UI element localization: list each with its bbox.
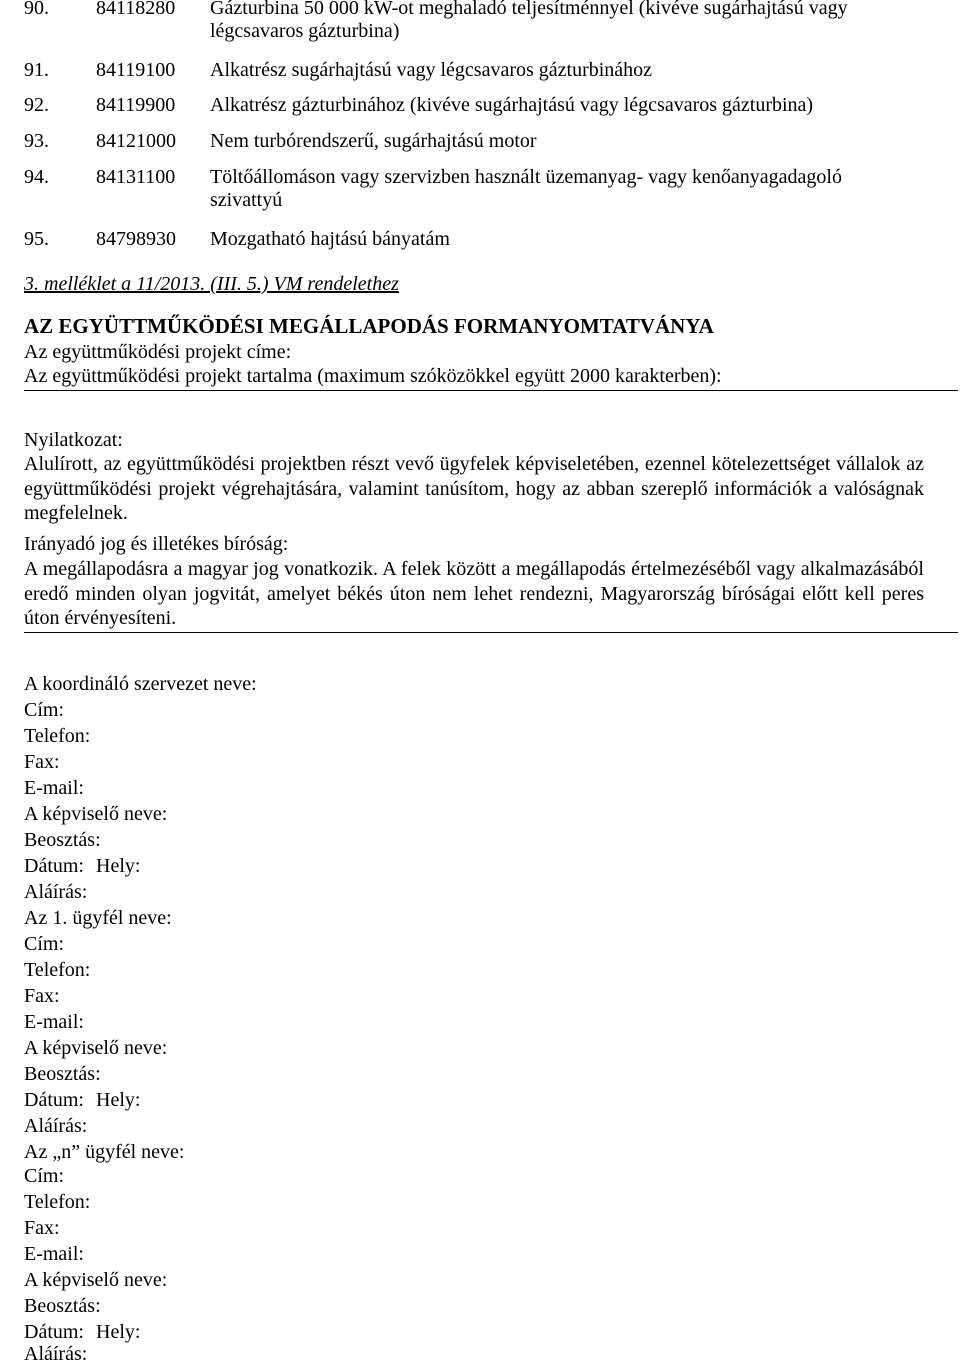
form-title: AZ EGYÜTTMŰKÖDÉSI MEGÁLLAPODÁS FORMANYOMTATVÁNYA — [24, 314, 714, 338]
list-item-number: 93. — [24, 130, 49, 152]
address-label: Cím: — [24, 933, 65, 955]
address-label: Cím: — [24, 1165, 65, 1187]
party-name-label: Az „n” ügyfél neve: — [24, 1141, 185, 1163]
place-label: Hely: — [96, 855, 141, 877]
jurisdiction-heading: Irányadó jog és illetékes bíróság: — [24, 533, 289, 555]
list-item-text: Alkatrész gázturbinához (kivéve sugárhajtású vagy légcsavaros gázturbina) — [210, 94, 814, 116]
phone-label: Telefon: — [24, 725, 91, 747]
fax-label: Fax: — [24, 1217, 60, 1239]
party-name-label: Az 1. ügyfél neve: — [24, 907, 172, 929]
party-name-label: A koordináló szervezet neve: — [24, 673, 257, 695]
declaration-heading: Nyilatkozat: — [24, 429, 123, 451]
phone-label: Telefon: — [24, 1191, 91, 1213]
list-item — [24, 228, 910, 251]
list-item-number: 90. — [24, 0, 49, 19]
list-item-number: 94. — [24, 166, 49, 188]
list-item-code: 84118280 — [96, 0, 176, 19]
list-item — [24, 59, 910, 82]
jurisdiction-text: A megállapodásra a magyar jog vonatkozik. A felek között a megállapodás értelmezéséből vagy alkalmazásából eredő minden olyan jogvitát, amelyet békés úton nem lehet rendezni, Magyarország bíróságai előtt kell peres úton érvényesíteni. — [24, 558, 924, 629]
list-item-number: 95. — [24, 228, 49, 250]
address-label: Cím: — [24, 699, 65, 721]
date-label: Dátum: — [24, 855, 84, 877]
representative-name-label: A képviselő neve: — [24, 1269, 168, 1291]
email-label: E-mail: — [24, 1011, 84, 1033]
list-item-code: 84119100 — [96, 59, 176, 81]
list-item — [24, 166, 910, 212]
divider — [24, 632, 958, 633]
date-label: Dátum: — [24, 1089, 84, 1111]
list-item — [24, 0, 910, 43]
list-item-code: 84798930 — [96, 228, 176, 250]
list-item-text: Alkatrész sugárhajtású vagy légcsavaros gázturbinához — [210, 59, 653, 81]
fax-label: Fax: — [24, 751, 60, 773]
phone-label: Telefon: — [24, 959, 91, 981]
list-item — [24, 94, 910, 117]
date-place-row — [24, 1320, 140, 1344]
place-label: Hely: — [96, 1089, 141, 1111]
position-label: Beosztás: — [24, 1063, 101, 1085]
annex-reference: 3. melléklet a 11/2013. (III. 5.) VM rendelethez — [24, 273, 399, 295]
fax-label: Fax: — [24, 985, 60, 1007]
list-item-text: Töltőállomáson vagy szervizben használt üzemanyag- vagy kenőanyagadagoló szivattyú — [210, 166, 842, 211]
list-item-code: 84121000 — [96, 130, 176, 152]
list-item-code: 84119900 — [96, 94, 176, 116]
position-label: Beosztás: — [24, 829, 101, 851]
place-label: Hely: — [96, 1321, 141, 1343]
position-label: Beosztás: — [24, 1295, 101, 1317]
list-item-text: Nem turbórendszerű, sugárhajtású motor — [210, 130, 537, 152]
list-item-text: Gázturbina 50 000 kW-ot meghaladó teljesítménnyel (kivéve sugárhajtású vagy légcsavaros gázturbina) — [210, 0, 848, 42]
list-item-text: Mozgatható hajtású bányatám — [210, 228, 450, 250]
project-content-label: Az együttműködési projekt tartalma (maximum szóközökkel együtt 2000 karakterben): — [24, 365, 722, 387]
email-label: E-mail: — [24, 777, 84, 799]
list-item-number: 92. — [24, 94, 49, 116]
declaration-text: Alulírott, az együttműködési projektben részt vevő ügyfelek képviseletében, ezennel kötelezettséget vállalok az együttműködési projekt végrehajtására, valamint tanúsítom, hogy az abban szereplő információk a valóságnak megfelelnek. — [24, 453, 924, 524]
signature-label: Aláírás: — [24, 1115, 88, 1137]
list-item — [24, 130, 910, 153]
list-item-number: 91. — [24, 59, 49, 81]
representative-name-label: A képviselő neve: — [24, 1037, 168, 1059]
signature-label: Aláírás: — [24, 1343, 88, 1365]
date-place-row — [24, 854, 140, 878]
list-item-code: 84131100 — [96, 166, 176, 188]
representative-name-label: A képviselő neve: — [24, 803, 168, 825]
date-label: Dátum: — [24, 1321, 84, 1343]
signature-label: Aláírás: — [24, 881, 88, 903]
divider — [24, 390, 958, 391]
project-title-label: Az együttműködési projekt címe: — [24, 341, 292, 363]
email-label: E-mail: — [24, 1243, 84, 1265]
date-place-row — [24, 1088, 140, 1112]
